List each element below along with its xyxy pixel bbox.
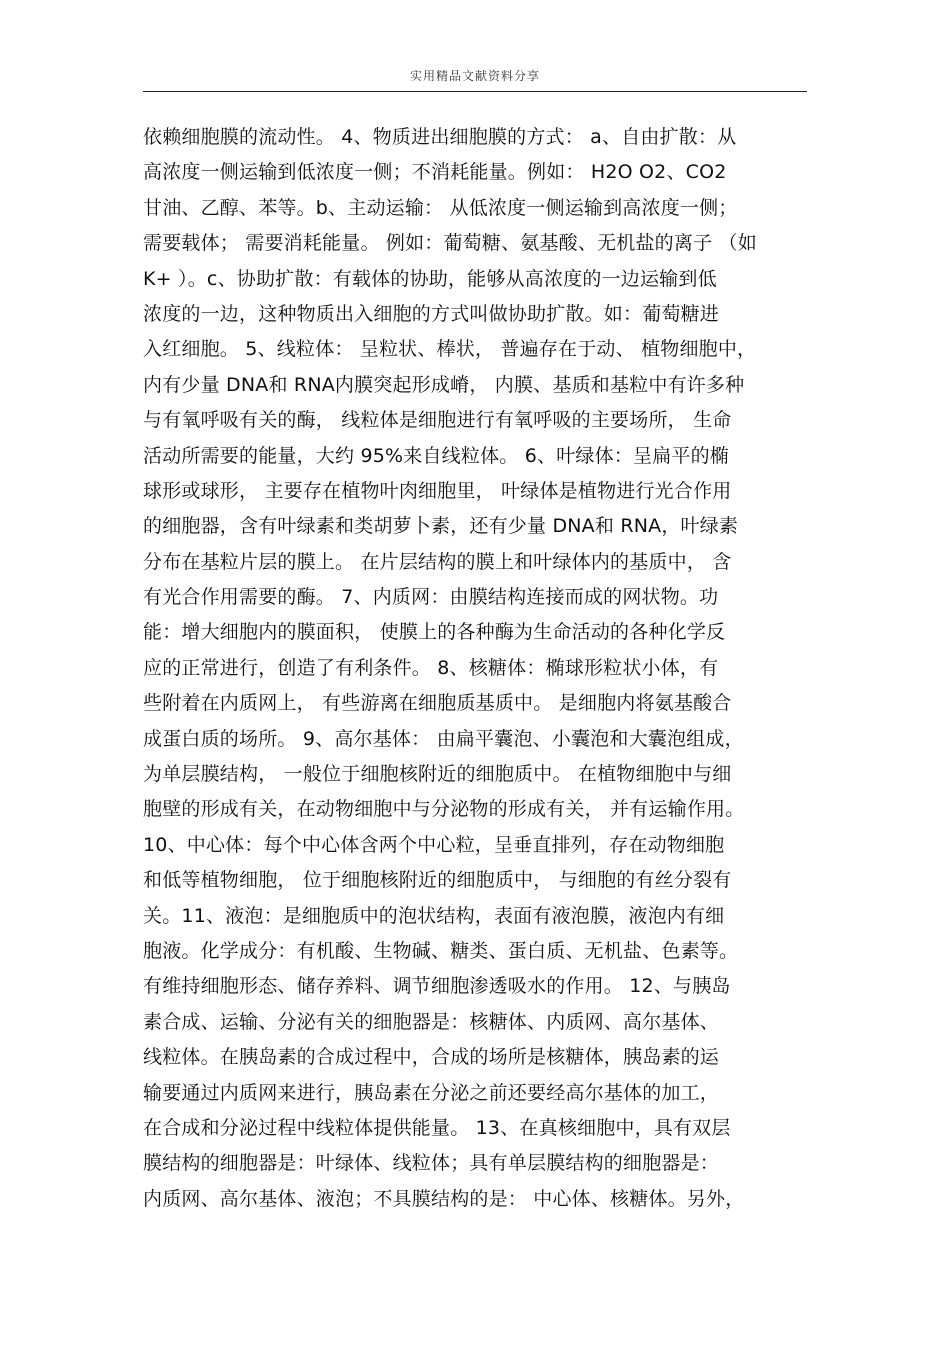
text-line: 浓度的一边，这种物质出入细胞的方式叫做协助扩散。如：葡萄糖进 [143,302,720,325]
text-line: 为单层膜结构， 一般位于细胞核附近的细胞质中。 在植物细胞中与细 [143,763,732,786]
text-line: 输要通过内质网来进行，胰岛素在分泌之前还要经高尔基体的加工， [143,1081,720,1104]
header-rule [143,91,807,92]
text-line: 10、中心体：每个中心体含两个中心粒，呈垂直排列，存在动物细胞 [143,833,725,856]
text-line: 胞液。化学成分：有机酸、生物碱、糖类、蛋白质、无机盐、色素等。 [143,939,739,962]
running-header: 实用精品文献资料分享 [409,69,540,83]
text-line: 内有少量 DNA和 RNA内膜突起形成嵴， 内膜、基质和基粒中有许多种 [143,373,745,396]
text-line: 关。11、液泡：是细胞质中的泡状结构，表面有液泡膜，液泡内有细 [143,904,725,927]
text-line: 高浓度一侧运输到低浓度一侧；不消耗能量。例如： H2O O2、CO2 [143,161,727,184]
text-line: 的细胞器，含有叶绿素和类胡萝卜素，还有少量 DNA和 RNA，叶绿素 [143,515,739,538]
text-line: 活动所需要的能量，大约 95%来自线粒体。 6、叶绿体：呈扁平的椭 [143,444,729,467]
text-line: 入红细胞。 5、线粒体： 呈粒状、棒状， 普遍存在于动、 植物细胞中， [143,338,757,361]
body-text [143,120,815,1217]
text-line: 球形或球形， 主要存在植物叶肉细胞里， 叶绿体是植物进行光合作用 [143,479,732,502]
text-line: 在合成和分泌过程中线粒体提供能量。 13、在真核细胞中，具有双层 [143,1116,731,1139]
text-line: 线粒体。在胰岛素的合成过程中，合成的场所是核糖体，胰岛素的运 [143,1046,720,1069]
text-line: 膜结构的细胞器是：叶绿体、线粒体；具有单层膜结构的细胞器是： [143,1152,720,1175]
text-line: 成蛋白质的场所。 9、高尔基体： 由扁平囊泡、小囊泡和大囊泡组成， [143,727,744,750]
text-line: 分布在基粒片层的膜上。 在片层结构的膜上和叶绿体内的基质中， 含 [143,550,732,573]
text-line: 素合成、运输、分泌有关的细胞器是：核糖体、内质网、高尔基体、 [143,1010,720,1033]
text-line: 些附着在内质网上， 有些游离在细胞质基质中。 是细胞内将氨基酸合 [143,692,732,715]
text-line: 需要载体； 需要消耗能量。 例如：葡萄糖、氨基酸、无机盐的离子 （如 [143,232,757,255]
text-line: 和低等植物细胞， 位于细胞核附近的细胞质中， 与细胞的有丝分裂有 [143,869,732,892]
text-line: 与有氧呼吸有关的酶， 线粒体是细胞进行有氧呼吸的主要场所， 生命 [143,409,732,432]
text-line: K+ ）。c、协助扩散：有载体的协助，能够从高浓度的一边运输到低 [143,267,717,290]
text-line: 甘油、乙醇、苯等。b、主动运输： 从低浓度一侧运输到高浓度一侧； [143,196,738,219]
text-line: 胞壁的形成有关，在动物细胞中与分泌物的形成有关， 并有运输作用。 [143,798,745,821]
text-line: 应的正常进行，创造了有利条件。 8、核糖体：椭球形粒状小体，有 [143,656,719,679]
text-line: 内质网、高尔基体、液泡；不具膜结构的是： 中心体、核糖体。另外， [143,1187,745,1210]
text-line: 有维持细胞形态、储存养料、调节细胞渗透吸水的作用。 12、与胰岛 [143,975,731,998]
text-line: 能：增大细胞内的膜面积， 使膜上的各种酶为生命活动的各种化学反 [143,621,726,644]
text-line: 依赖细胞膜的流动性。 4、物质进出细胞膜的方式： a、自由扩散：从 [143,126,737,148]
text-line: 有光合作用需要的酶。 7、内质网：由膜结构连接而成的网状物。功 [143,586,719,609]
